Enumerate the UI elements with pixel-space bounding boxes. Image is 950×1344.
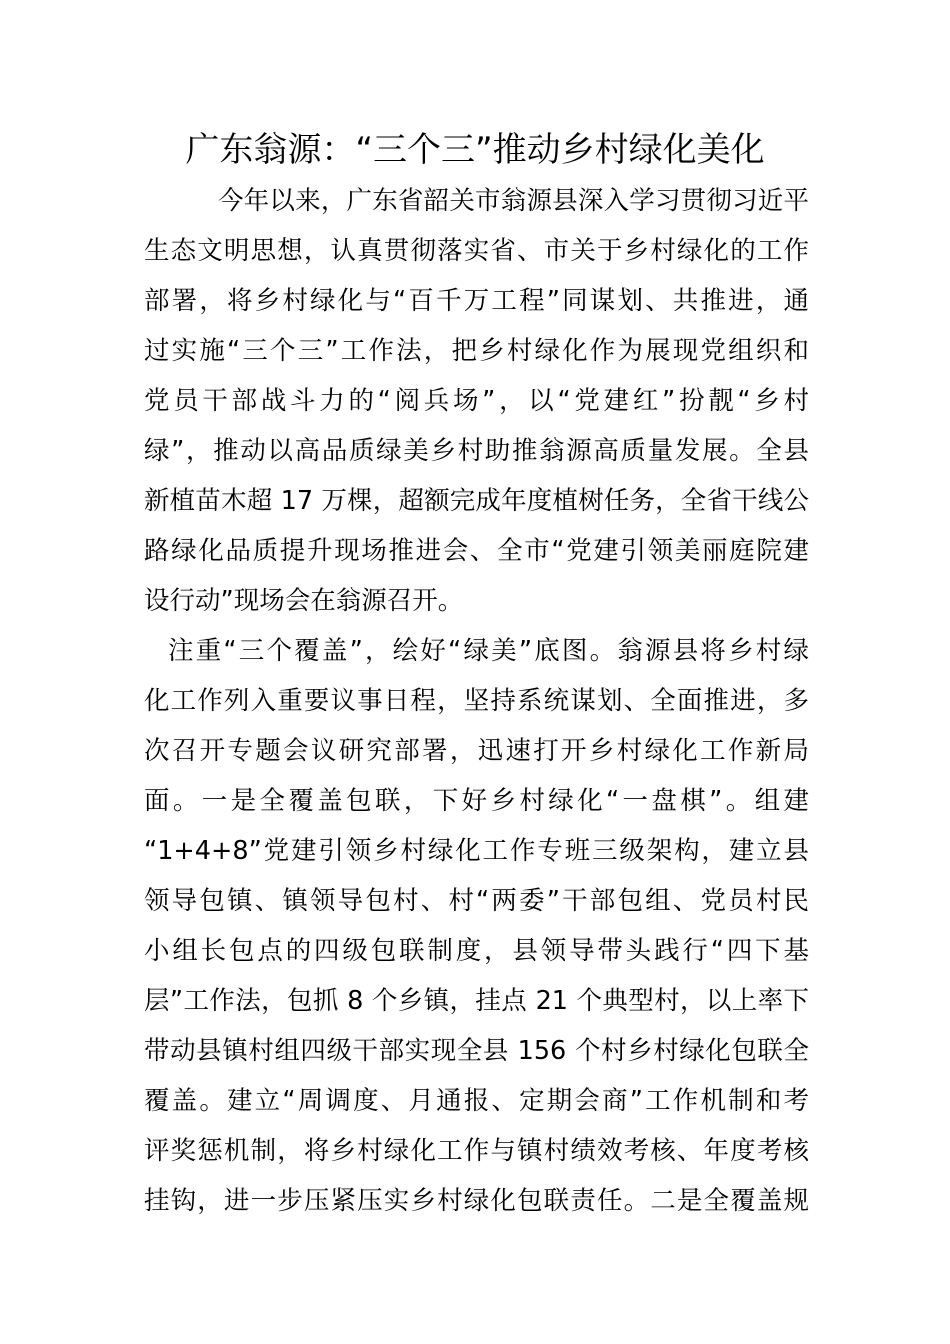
- paragraph-2-line-4: 面。一是全覆盖包联，下好乡村绿化“一盘棋”。组建: [144, 786, 809, 816]
- paragraph-2-line-9: 带动县镇村组四级干部实现全县 156 个村乡村绿化包联全: [144, 1036, 809, 1066]
- paragraph-1-line-6: 绿”，推动以高品质绿美乡村助推翁源高质量发展。全县: [144, 436, 809, 466]
- paragraph-2-line-6: 领导包镇、镇领导包村、村“两委”干部包组、党员村民: [144, 886, 809, 916]
- paragraph-2-line-1: 注重“三个覆盖”，绘好“绿美”底图。翁源县将乡村绿: [168, 636, 809, 666]
- paragraph-2-line-12: 挂钩，进一步压紧压实乡村绿化包联责任。二是全覆盖规: [144, 1186, 809, 1216]
- document-title: 广东翁源：“三个三”推动乡村绿化美化: [185, 130, 765, 170]
- paragraph-1-line-2: 生态文明思想，认真贯彻落实省、市关于乡村绿化的工作: [144, 236, 809, 266]
- paragraph-2-line-2: 化工作列入重要议事日程，坚持系统谋划、全面推进，多: [144, 686, 809, 716]
- document-body: [144, 176, 809, 1226]
- paragraph-2-line-11: 评奖惩机制，将乡村绿化工作与镇村绩效考核、年度考核: [144, 1136, 809, 1166]
- paragraph-1-line-3: 部署，将乡村绿化与“百千万工程”同谋划、共推进，通: [144, 286, 809, 316]
- paragraph-1-line-5: 党员干部战斗力的“阅兵场”，以“党建红”扮靓“乡村: [144, 386, 809, 416]
- paragraph-1-line-8: 路绿化品质提升现场推进会、全市“党建引领美丽庭院建: [144, 536, 809, 566]
- paragraph-2-line-7: 小组长包点的四级包联制度，县领导带头践行“四下基: [144, 936, 809, 966]
- paragraph-1-line-7: 新植苗木超 17 万棵，超额完成年度植树任务，全省干线公: [144, 486, 809, 516]
- paragraph-1-line-9: 设行动”现场会在翁源召开。: [144, 586, 464, 616]
- paragraph-2-line-5: “1+4+8”党建引领乡村绿化工作专班三级架构，建立县: [144, 836, 809, 866]
- paragraph-2-line-10: 覆盖。建立“周调度、月通报、定期会商”工作机制和考: [144, 1086, 809, 1116]
- paragraph-1-line-4: 过实施“三个三”工作法，把乡村绿化作为展现党组织和: [144, 336, 809, 366]
- paragraph-2-line-3: 次召开专题会议研究部署，迅速打开乡村绿化工作新局: [144, 736, 809, 766]
- paragraph-2-line-8: 层”工作法，包抓 8 个乡镇，挂点 21 个典型村，以上率下: [144, 986, 809, 1016]
- paragraph-1-line-1: 今年以来，广东省韶关市翁源县深入学习贯彻习近平: [218, 186, 809, 216]
